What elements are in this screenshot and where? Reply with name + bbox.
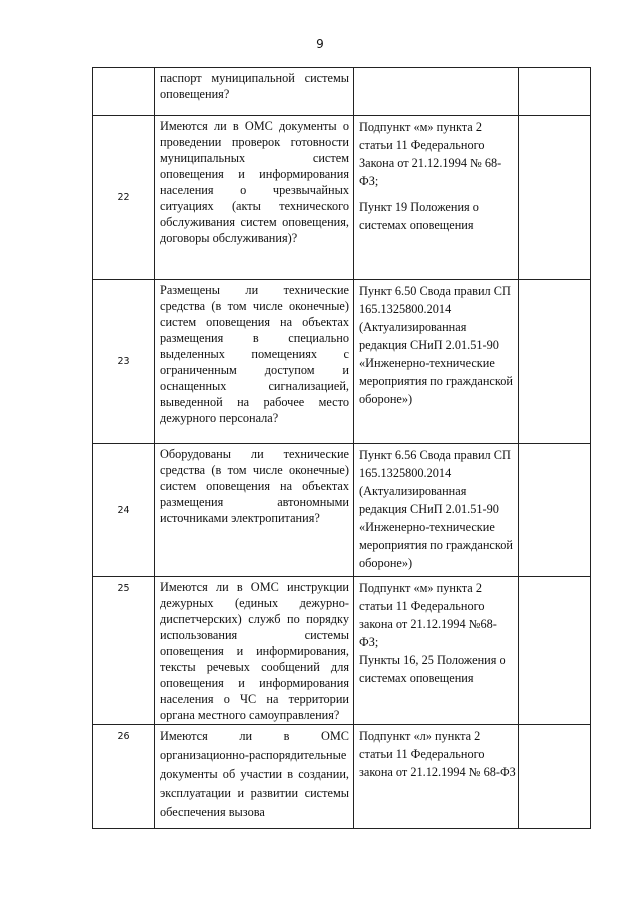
question-text: Оборудованы ли технические средства (в том числе оконечные) систем оповещения на объектах размещения автономными источниками электропитания? xyxy=(160,447,349,525)
empty-cell xyxy=(519,444,591,577)
legal-basis-text: Пункт 6.50 Свода правил СП 165.1325800.2014 (Актуализированная редакция СНиП 2.01.51-90 «Инженерно-технические мероприятия по гражданской обороне») xyxy=(359,284,513,406)
row-number: 24 xyxy=(93,444,155,577)
row-number: 22 xyxy=(93,116,155,280)
table-row xyxy=(93,444,591,577)
table-row xyxy=(93,280,591,444)
table-row xyxy=(93,577,591,725)
legal-basis-text: Подпункт «м» пункта 2 статьи 11 Федерального Закона от 21.12.1994 № 68-ФЗ; xyxy=(359,120,502,188)
empty-cell xyxy=(519,68,591,116)
table-row xyxy=(93,116,591,280)
legal-basis-text: Подпункт «л» пункта 2 статьи 11 Федерального закона от 21.12.1994 № 68-ФЗ xyxy=(359,729,516,779)
empty-cell xyxy=(519,725,591,829)
legal-basis-text: Пункт 19 Положения о системах оповещения xyxy=(359,200,479,232)
page-number: 9 xyxy=(316,37,324,51)
legal-basis-text: Подпункт «м» пункта 2 статьи 11 Федерального закона от 21.12.1994 №68-ФЗ; xyxy=(359,581,497,649)
row-number: 25 xyxy=(93,577,155,725)
legal-basis-text: Пункты 16, 25 Положения о системах оповещения xyxy=(359,653,506,685)
question-text: Имеются ли в ОМС организационно-распорядительные документы об участии в создании, эксплуатации и развитии системы обеспечения вызова xyxy=(160,729,349,819)
row-number: 26 xyxy=(93,725,155,829)
table-row xyxy=(93,725,591,829)
question-text: Имеются ли в ОМС инструкции дежурных (единых дежурно-диспетчерских) служб по порядку использования системы оповещения и информирования, тексты речевых сообщений для оповещения и информирования населения о ЧС на территории органа местного самоуправления? xyxy=(160,580,349,722)
empty-cell xyxy=(519,116,591,280)
row-number xyxy=(93,68,155,116)
table-row xyxy=(93,68,591,116)
question-text: Имеются ли в ОМС документы о проведении проверок готовности муниципальных систем оповещения и информирования населения о чрезвычайных ситуациях (акты технического обслуживания систем оповещения, договоры обслуживания)? xyxy=(160,119,349,245)
question-text: паспорт муниципальной системы оповещения? xyxy=(160,71,349,101)
question-text: Размещены ли технические средства (в том числе оконечные) систем оповещения на объектах размещения в специально выделенных помещениях с ограниченным доступом и оснащенных сигнализацией, выведенной на рабочее место дежурного персонала? xyxy=(160,283,349,425)
empty-cell xyxy=(519,280,591,444)
empty-cell xyxy=(519,577,591,725)
legal-basis-text: Пункт 6.56 Свода правил СП 165.1325800.2014 (Актуализированная редакция СНиП 2.01.51-90 «Инженерно-технические мероприятия по гражданской обороне») xyxy=(359,448,513,570)
checklist-table xyxy=(92,67,591,829)
row-number: 23 xyxy=(93,280,155,444)
